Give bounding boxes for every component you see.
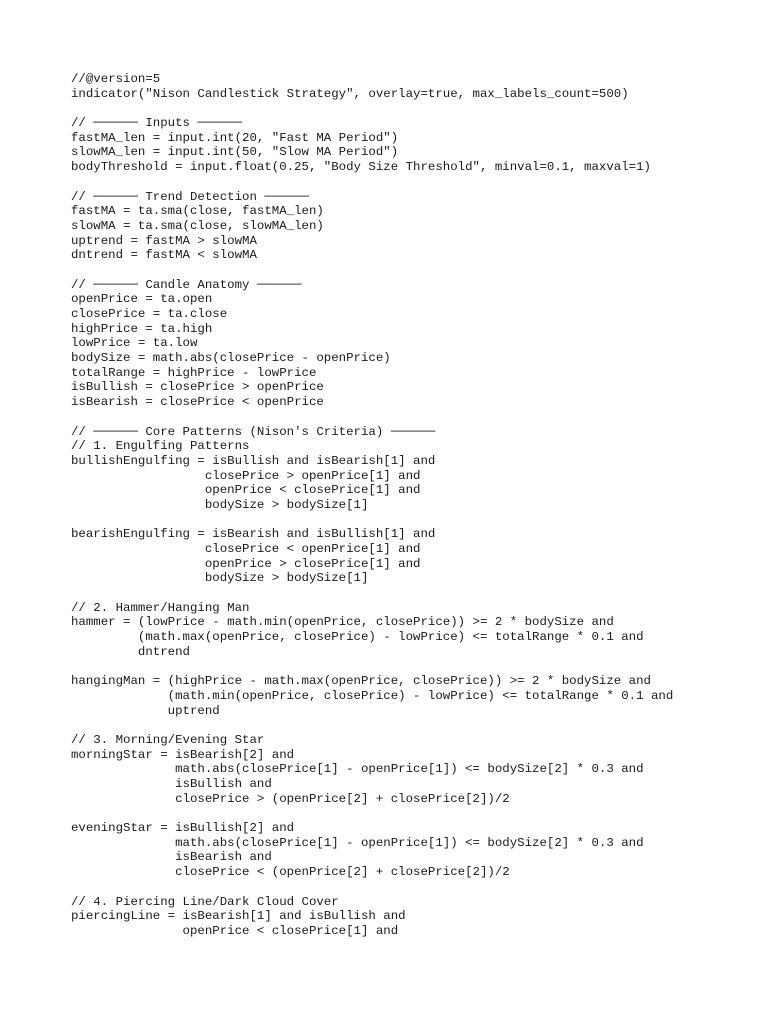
code-line: bodySize = math.abs(closePrice - openPrice) xyxy=(71,351,391,366)
code-line: bodySize > bodySize[1] xyxy=(71,571,369,586)
code-line: //@version=5 xyxy=(71,72,161,86)
code-line: closePrice = ta.close xyxy=(71,307,228,321)
code-line: // 3. Morning/Evening Star xyxy=(71,732,265,747)
code-line: // 1. Engulfing Patterns xyxy=(71,439,250,454)
code-line: isBearish = closePrice < openPrice xyxy=(71,395,324,410)
code-line: bullishEngulfing = isBullish and isBearish[1] and xyxy=(71,453,436,468)
code-line: // 4. Piercing Line/Dark Cloud Cover xyxy=(71,894,339,909)
code-line: openPrice = ta.open xyxy=(71,292,213,307)
code-line: closePrice < (openPrice[2] + closePrice[2])/2 xyxy=(71,865,510,880)
code-line: hammer = (lowPrice - math.min(openPrice, closePrice)) >= 2 * bodySize and xyxy=(71,615,614,630)
code-line: hangingMan = (highPrice - math.max(openPrice, closePrice)) >= 2 * bodySize and xyxy=(71,674,651,689)
code-line xyxy=(71,101,673,116)
code-line: math.abs(closePrice[1] - openPrice[1]) <= bodySize[2] * 0.3 and xyxy=(71,835,644,850)
code-line: // ────── Core Patterns (Nison's Criteria) ────── xyxy=(71,424,436,439)
code-line xyxy=(71,806,673,821)
code-line xyxy=(71,718,673,733)
code-line: highPrice = ta.high xyxy=(71,321,213,336)
code-line xyxy=(71,410,673,425)
code-line: (math.min(openPrice, closePrice) - lowPrice) <= totalRange * 0.1 and xyxy=(71,688,674,703)
code-line: fastMA = ta.sma(close, fastMA_len) xyxy=(71,204,324,219)
code-line: indicator("Nison Candlestick Strategy", overlay=true, max_labels_count=500) xyxy=(71,86,629,101)
code-line: dntrend = fastMA < slowMA xyxy=(71,248,257,263)
code-line: closePrice > openPrice[1] and xyxy=(71,468,421,483)
code-line: dntrend xyxy=(71,644,190,659)
code-line: fastMA_len = input.int(20, "Fast MA Period") xyxy=(71,130,399,145)
code-line: closePrice < openPrice[1] and xyxy=(71,542,421,556)
code-line: // ────── Trend Detection ────── xyxy=(71,189,309,204)
code-line: uptrend = fastMA > slowMA xyxy=(71,233,257,248)
code-line: openPrice < closePrice[1] and xyxy=(71,923,399,938)
code-line: bearishEngulfing = isBearish and isBullish[1] and xyxy=(71,527,436,542)
code-line: uptrend xyxy=(71,703,220,718)
code-line: openPrice > closePrice[1] and xyxy=(71,556,421,571)
code-line xyxy=(71,586,673,601)
code-line: openPrice < closePrice[1] and xyxy=(71,483,421,498)
code-block xyxy=(71,72,673,939)
code-line: // ────── Inputs ────── xyxy=(71,116,243,131)
code-line: // ────── Candle Anatomy ────── xyxy=(71,277,302,292)
code-line xyxy=(71,513,673,528)
code-line: closePrice > (openPrice[2] + closePrice[2])/2 xyxy=(71,791,510,806)
code-line: morningStar = isBearish[2] and xyxy=(71,747,295,762)
code-line xyxy=(71,263,673,278)
code-line xyxy=(71,660,673,675)
code-line: totalRange = highPrice - lowPrice xyxy=(71,365,317,380)
code-line: bodyThreshold = input.float(0.25, "Body Size Threshold", minval=0.1, maxval=1) xyxy=(71,160,651,175)
code-line: isBullish = closePrice > openPrice xyxy=(71,380,324,395)
code-line: math.abs(closePrice[1] - openPrice[1]) <= bodySize[2] * 0.3 and xyxy=(71,762,644,777)
code-line: (math.max(openPrice, closePrice) - lowPrice) <= totalRange * 0.1 and xyxy=(71,630,644,645)
code-line: slowMA_len = input.int(50, "Slow MA Period") xyxy=(71,145,399,160)
code-line xyxy=(71,175,673,190)
code-line xyxy=(71,880,673,895)
code-line: eveningStar = isBullish[2] and xyxy=(71,821,295,836)
code-line: isBullish and xyxy=(71,777,272,791)
code-line: piercingLine = isBearish[1] and isBullish and xyxy=(71,909,406,924)
code-line: isBearish and xyxy=(71,850,272,865)
code-line: slowMA = ta.sma(close, slowMA_len) xyxy=(71,218,324,233)
code-line: bodySize > bodySize[1] xyxy=(71,497,369,512)
code-line: lowPrice = ta.low xyxy=(71,336,198,351)
code-line: // 2. Hammer/Hanging Man xyxy=(71,600,250,615)
